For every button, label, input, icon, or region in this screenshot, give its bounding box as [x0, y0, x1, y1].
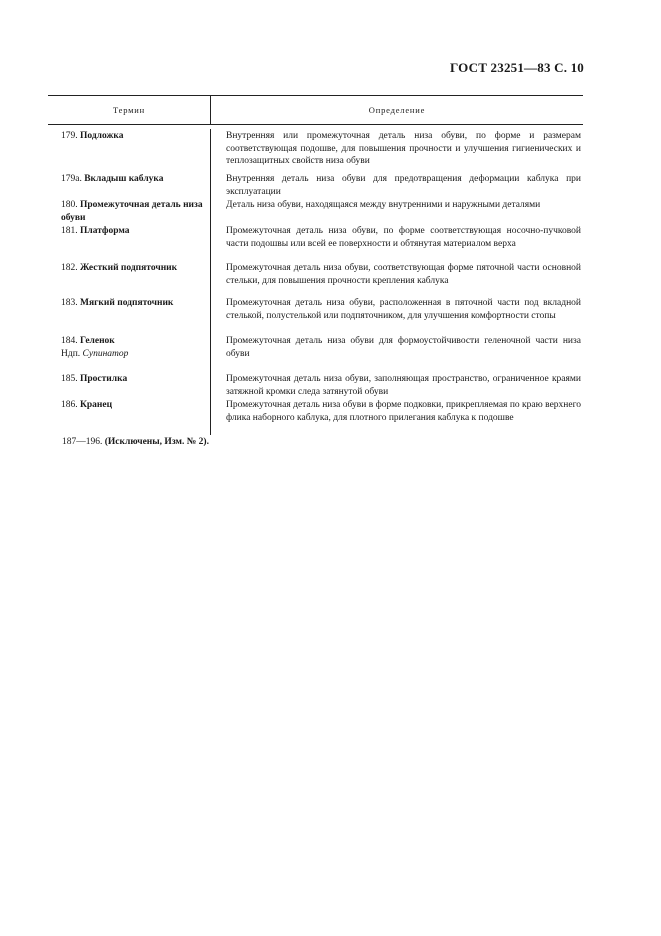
definition-cell: Промежуточная деталь низа обуви для формоустойчивости геленочной части низа обуви [226, 336, 581, 359]
term-name: Вкладыш каблука [84, 174, 164, 184]
term-number: 179а. [61, 174, 82, 184]
term-name: Промежуточная деталь низа обуви [61, 200, 203, 223]
table-row [48, 129, 583, 172]
table-body [48, 129, 583, 434]
term-cell [48, 198, 210, 224]
definition-cell: Промежуточная деталь низа обуви, расположенная в пяточной части под вкладной стелькой, полустелькой или подпяточником, для улучшения комфортности стопы [226, 298, 581, 321]
term-cell [48, 261, 210, 296]
table-row [48, 198, 583, 224]
term-number: 180. [61, 200, 78, 210]
table-row [48, 372, 583, 398]
term-name: Платформа [80, 226, 130, 236]
term-alt-prefix: Ндп. [61, 348, 81, 359]
table-row [48, 224, 583, 261]
term-name: Мягкий подпяточник [80, 298, 174, 308]
term-cell [48, 296, 210, 334]
footnote [62, 437, 209, 447]
column-header-definition: Определение [368, 105, 426, 115]
page-header: ГОСТ 23251—83 С. 10 [450, 60, 584, 75]
term-cell [48, 398, 210, 434]
term-name: Подложка [80, 131, 124, 141]
term-name: Кранец [80, 400, 113, 410]
table-row [48, 334, 583, 372]
terms-table [48, 95, 583, 434]
definition-cell: Деталь низа обуви, находящаяся между внутренними и наружными деталями [226, 200, 541, 210]
table-header [48, 95, 583, 125]
table-row [48, 261, 583, 296]
term-number: 181. [61, 226, 78, 236]
term-number: 185. [61, 374, 78, 384]
term-alt-name: Супинатор [82, 348, 129, 359]
definition-cell: Внутренняя или промежуточная деталь низа обуви, по форме и размерам соответствующая подошве, для повышения прочности и улучшения гигиенических и теплозащитных свойств низа обуви [226, 131, 581, 166]
footnote-range: 187—196. [62, 437, 103, 447]
term-cell [48, 129, 210, 172]
term-name: Геленок [80, 336, 115, 346]
term-alt [61, 348, 210, 361]
definition-cell: Внутренняя деталь низа обуви для предотвращения деформации каблука при эксплуатации [226, 174, 581, 197]
definition-cell: Промежуточная деталь низа обуви в форме подковки, прикрепляемая по краю верхнего флика наборного каблука, для плотного прилегания каблука к подошве [226, 400, 581, 423]
term-number: 182. [61, 263, 78, 273]
term-number: 183. [61, 298, 78, 308]
table-row [48, 296, 583, 334]
footnote-text: (Исключены, Изм. № 2). [104, 437, 209, 447]
term-number: 186. [61, 400, 78, 410]
table-row [48, 398, 583, 434]
term-number: 179. [61, 131, 78, 141]
column-header-term: Термин [48, 96, 211, 124]
table-row [48, 172, 583, 198]
definition-cell: Промежуточная деталь низа обуви, по форме соответствующая носочно-пучковой части подошвы или всей ее поверхности и обтянутая материалом верха [226, 226, 581, 249]
term-cell [48, 224, 210, 261]
definition-cell: Промежуточная деталь низа обуви, соответствующая форме пяточной части основной стельки, для повышения прочности крепления каблука [226, 263, 581, 286]
term-cell [48, 172, 210, 198]
term-number: 184. [61, 336, 78, 346]
term-cell [48, 372, 210, 398]
term-name: Простилка [80, 374, 128, 384]
term-name: Жесткий подпяточник [80, 263, 178, 273]
definition-cell: Промежуточная деталь низа обуви, заполняющая пространство, ограниченное краями затяжной кромки следа затянутой обуви [226, 374, 581, 397]
term-cell [48, 334, 210, 372]
